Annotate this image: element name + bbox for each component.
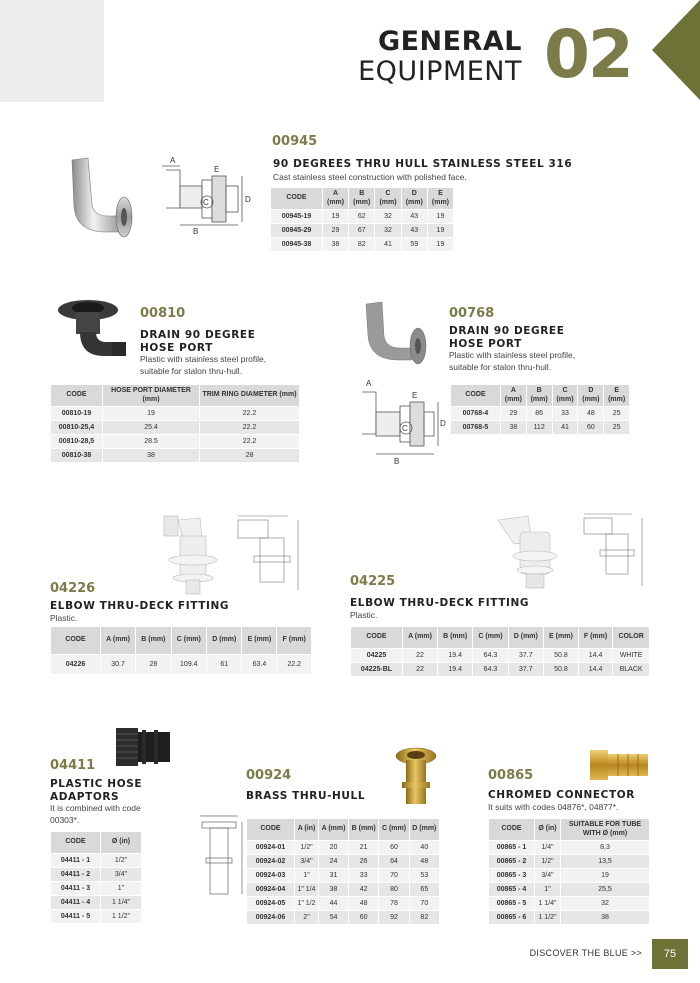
cell: 00865 - 1 xyxy=(489,841,535,855)
cell: 92 xyxy=(379,911,409,925)
cell: 19 xyxy=(427,224,453,238)
cell: 00945-19 xyxy=(271,210,323,224)
elbow-thru-deck-photo xyxy=(150,510,310,602)
cell: 19.4 xyxy=(438,649,473,663)
cell: 00810-38 xyxy=(51,449,103,463)
cell: 1/2" xyxy=(101,854,142,868)
table-row xyxy=(271,224,454,238)
cell: 37.7 xyxy=(508,663,543,677)
cell: 33 xyxy=(552,407,578,421)
table-row xyxy=(351,649,650,663)
cell: 64.3 xyxy=(473,663,508,677)
product-code: 00810 xyxy=(140,306,186,321)
cell: 82 xyxy=(349,238,375,252)
product-description-line: Plastic with stainless steel profile, xyxy=(449,350,576,360)
cell: 19 xyxy=(103,407,200,421)
cell: 1 1/4" xyxy=(101,896,142,910)
cell: 28 xyxy=(136,655,171,675)
brass-thru-hull-photo xyxy=(392,744,442,810)
cell: 41 xyxy=(552,421,578,435)
cell: 00924-01 xyxy=(247,841,295,855)
table-row xyxy=(51,882,142,896)
cell: 24 xyxy=(319,855,349,869)
table-row xyxy=(51,868,142,882)
product-description-line: suitable for stalon thru-hull. xyxy=(449,361,552,372)
corner-block xyxy=(0,0,104,102)
cell: 1/2" xyxy=(535,855,561,869)
footer-tagline: DISCOVER THE BLUE >> xyxy=(529,948,642,958)
cell: 19 xyxy=(427,210,453,224)
cell: 3/4" xyxy=(535,869,561,883)
table-row xyxy=(489,883,650,897)
cell: 50.8 xyxy=(543,663,578,677)
product-code: 00768 xyxy=(449,306,495,321)
cell: 38 xyxy=(103,449,200,463)
svg-text:C: C xyxy=(203,198,209,207)
product-title-line: DRAIN 90 DEGREE xyxy=(449,325,565,337)
svg-text:E: E xyxy=(412,391,418,400)
cell: 59 xyxy=(401,238,427,252)
table-row xyxy=(247,883,440,897)
product-description xyxy=(140,354,266,378)
cell: 1" 1/4 xyxy=(295,883,319,897)
cell: 1/2" xyxy=(295,841,319,855)
col-header: D (mm) xyxy=(409,819,439,841)
cell: 8,3 xyxy=(561,841,650,855)
drain-hose-port-photo xyxy=(52,298,132,370)
table-row xyxy=(51,854,142,868)
col-header: D (mm) xyxy=(207,627,242,655)
col-header: SUITABLE FOR TUBE WITH Ø (mm) xyxy=(561,819,650,841)
cell: 70 xyxy=(409,897,439,911)
table-row xyxy=(51,910,142,924)
brass-thru-hull-diagram xyxy=(196,808,246,908)
cell: 1/4" xyxy=(535,841,561,855)
cell: 14.4 xyxy=(578,663,612,677)
cell: 48 xyxy=(409,855,439,869)
product-title-line: ADAPTORS xyxy=(50,791,120,804)
cell: 00924-05 xyxy=(247,897,295,911)
product-title-line: DRAIN 90 DEGREE xyxy=(140,329,256,341)
cell: 04411 - 4 xyxy=(51,896,101,910)
page-number: 75 xyxy=(652,939,688,969)
col-header: C (mm) xyxy=(379,819,409,841)
cell: 00924-06 xyxy=(247,911,295,925)
cell: 22.2 xyxy=(200,421,300,435)
cell: 30.7 xyxy=(101,655,136,675)
cell: 19 xyxy=(561,869,650,883)
cell: 00810-25,4 xyxy=(51,421,103,435)
product-description-line: It is combined with code xyxy=(50,803,141,813)
cell: 3/4" xyxy=(101,868,142,882)
product-description-line: Plastic with stainless steel profile, xyxy=(140,354,267,364)
spec-table-04225 xyxy=(350,626,650,677)
spec-table-00768 xyxy=(450,384,630,435)
cell: 112 xyxy=(526,421,552,435)
cell: 1 1/2" xyxy=(535,911,561,925)
cell: 19 xyxy=(323,210,349,224)
cell: 50.8 xyxy=(543,649,578,663)
product-description-line: suitable for stalon thru-hull. xyxy=(140,365,243,376)
cell: 32 xyxy=(561,897,650,911)
cell: 19 xyxy=(427,238,453,252)
col-header: A (mm) xyxy=(403,627,438,649)
cell: 00924-03 xyxy=(247,869,295,883)
product-description xyxy=(449,350,575,374)
svg-text:E: E xyxy=(214,165,220,174)
cell: 04411 - 1 xyxy=(51,854,101,868)
table-row xyxy=(51,896,142,910)
cell: 29 xyxy=(501,407,527,421)
cell: 00810-28,5 xyxy=(51,435,103,449)
col-header: B (mm) xyxy=(349,188,375,210)
table-row xyxy=(489,855,650,869)
cell: 28 xyxy=(200,449,300,463)
cell: 37.7 xyxy=(508,649,543,663)
cell: 60 xyxy=(349,911,379,925)
col-header: B (mm) xyxy=(136,627,171,655)
table-row xyxy=(247,911,440,925)
product-title-line: HOSE PORT xyxy=(140,342,213,355)
product-title: CHROMED CONNECTOR xyxy=(488,789,635,801)
col-header: CODE xyxy=(51,832,101,854)
spec-table-00924 xyxy=(246,818,440,925)
cell: 25.4 xyxy=(103,421,200,435)
cell: 86 xyxy=(526,407,552,421)
product-title: BRASS THRU-HULL xyxy=(246,790,366,802)
drain-hose-port-grey-photo xyxy=(360,296,450,368)
spec-table-00810 xyxy=(50,384,300,463)
product-title: 90 DEGREES THRU HULL STAINLESS STEEL 316 xyxy=(273,158,573,170)
cell: 64 xyxy=(379,855,409,869)
cell: 04225 xyxy=(351,649,403,663)
table-row xyxy=(271,210,454,224)
cell: 25 xyxy=(604,407,630,421)
cell: 14.4 xyxy=(578,649,612,663)
cell: 22.2 xyxy=(277,655,312,675)
table-row xyxy=(489,911,650,925)
product-title xyxy=(449,325,564,351)
product-title-line: PLASTIC HOSE xyxy=(50,778,143,790)
table-row xyxy=(51,421,300,435)
product-code: 04411 xyxy=(50,758,96,773)
col-header: Ø (in) xyxy=(101,832,142,854)
svg-text:D: D xyxy=(440,419,446,428)
cell: 04411 - 2 xyxy=(51,868,101,882)
cell: 13,5 xyxy=(561,855,650,869)
cell: 61 xyxy=(207,655,242,675)
svg-text:D: D xyxy=(245,195,251,204)
cell: 1" 1/2 xyxy=(295,897,319,911)
col-header: C (mm) xyxy=(171,627,206,655)
col-header: Ø (in) xyxy=(535,819,561,841)
cell: 00865 - 5 xyxy=(489,897,535,911)
section-arrow-icon xyxy=(652,0,700,100)
product-description: Cast stainless steel construction with polished face. xyxy=(273,172,467,182)
col-header: C (mm) xyxy=(473,627,508,649)
cell: 00865 - 6 xyxy=(489,911,535,925)
col-header: E (mm) xyxy=(242,627,277,655)
cell: 00924-02 xyxy=(247,855,295,869)
spec-table-00945 xyxy=(270,187,454,252)
col-header: A (in) xyxy=(295,819,319,841)
product-title-line: HOSE PORT xyxy=(449,338,522,351)
col-header: A (mm) xyxy=(101,627,136,655)
product-code: 00945 xyxy=(272,134,318,149)
cell: 109.4 xyxy=(171,655,206,675)
table-row xyxy=(489,841,650,855)
cell: 22.2 xyxy=(200,435,300,449)
spec-table-04411 xyxy=(50,831,142,924)
cell: 1 1/4" xyxy=(535,897,561,911)
col-header: F (mm) xyxy=(277,627,312,655)
col-header: A (mm) xyxy=(501,385,527,407)
cell: 00865 - 4 xyxy=(489,883,535,897)
product-description: Plastic. xyxy=(350,610,378,620)
product-title xyxy=(50,778,142,804)
col-header: E (mm) xyxy=(427,188,453,210)
table-row xyxy=(271,238,454,252)
product-code: 00865 xyxy=(488,768,534,783)
product-code: 00924 xyxy=(246,768,292,783)
cell: 00810-19 xyxy=(51,407,103,421)
product-description-line: 00303*. xyxy=(50,814,80,825)
cell: 22 xyxy=(403,663,438,677)
product-title: ELBOW THRU-DECK FITTING xyxy=(50,600,230,612)
cell: 40 xyxy=(409,841,439,855)
table-row xyxy=(51,449,300,463)
cell: 62 xyxy=(349,210,375,224)
cell: 38 xyxy=(561,911,650,925)
cell: 65 xyxy=(409,883,439,897)
cell: 1" xyxy=(535,883,561,897)
table-row xyxy=(247,841,440,855)
cell: 25,5 xyxy=(561,883,650,897)
table-row xyxy=(489,897,650,911)
table-row xyxy=(51,655,312,675)
table-row xyxy=(247,869,440,883)
cell: 48 xyxy=(578,407,604,421)
cell: 43 xyxy=(401,210,427,224)
col-header: F (mm) xyxy=(578,627,612,649)
product-title: ELBOW THRU-DECK FITTING xyxy=(350,597,530,609)
cell: 00865 - 2 xyxy=(489,855,535,869)
cell: 38 xyxy=(323,238,349,252)
product-code: 04225 xyxy=(350,574,396,589)
product-description xyxy=(50,803,141,827)
spec-table-00865 xyxy=(488,818,650,925)
svg-text:B: B xyxy=(193,227,199,236)
cell: 00945-29 xyxy=(271,224,323,238)
cell: 04411 - 3 xyxy=(51,882,101,896)
cell: 43 xyxy=(401,224,427,238)
cell: 00768-5 xyxy=(451,421,501,435)
col-header: CODE xyxy=(451,385,501,407)
cell: 32 xyxy=(375,224,401,238)
stainless-thru-hull-photo xyxy=(62,150,262,240)
cell: 38 xyxy=(319,883,349,897)
section-number: 02 xyxy=(544,16,632,93)
page-title-line1: GENERAL xyxy=(377,26,522,57)
cell: 82 xyxy=(409,911,439,925)
table-row xyxy=(51,435,300,449)
cell: 32 xyxy=(375,210,401,224)
col-header: CODE xyxy=(351,627,403,649)
cell: 29 xyxy=(323,224,349,238)
cell: 26 xyxy=(349,855,379,869)
table-row xyxy=(489,869,650,883)
cell: 1" xyxy=(101,882,142,896)
col-header: CODE xyxy=(247,819,295,841)
cell: 60 xyxy=(379,841,409,855)
cell: 22.2 xyxy=(200,407,300,421)
product-title xyxy=(140,329,255,355)
product-description: Plastic. xyxy=(50,613,78,623)
svg-text:C: C xyxy=(402,424,408,433)
col-header: D (mm) xyxy=(578,385,604,407)
product-description: It suits with codes 04876*, 04877*. xyxy=(488,802,619,812)
table-row xyxy=(51,407,300,421)
cell: 04225-BL xyxy=(351,663,403,677)
col-header: CODE xyxy=(271,188,323,210)
cell: 28.5 xyxy=(103,435,200,449)
cell: 42 xyxy=(349,883,379,897)
cell: 21 xyxy=(349,841,379,855)
cell: 67 xyxy=(349,224,375,238)
cell: 48 xyxy=(349,897,379,911)
svg-text:B: B xyxy=(394,457,400,466)
drain-hose-port-diagram xyxy=(356,376,448,468)
cell: 63.4 xyxy=(242,655,277,675)
cell: 78 xyxy=(379,897,409,911)
cell: 1" xyxy=(295,869,319,883)
col-header: CODE xyxy=(51,385,103,407)
cell: BLACK xyxy=(613,663,650,677)
cell: 1 1/2" xyxy=(101,910,142,924)
col-header: A (mm) xyxy=(319,819,349,841)
page-title-line2: EQUIPMENT xyxy=(358,56,522,87)
col-header: B (mm) xyxy=(438,627,473,649)
col-header: D (mm) xyxy=(401,188,427,210)
cell: 33 xyxy=(349,869,379,883)
product-code: 04226 xyxy=(50,581,96,596)
table-row xyxy=(247,897,440,911)
cell: 00945-38 xyxy=(271,238,323,252)
plastic-hose-adaptor-photo xyxy=(112,720,178,776)
table-row xyxy=(247,855,440,869)
cell: 3/4" xyxy=(295,855,319,869)
col-header: CODE xyxy=(489,819,535,841)
cell: 44 xyxy=(319,897,349,911)
chromed-connector-photo xyxy=(586,744,652,786)
cell: 20 xyxy=(319,841,349,855)
col-header: D (mm) xyxy=(508,627,543,649)
table-row xyxy=(451,421,630,435)
col-header: C (mm) xyxy=(552,385,578,407)
cell: 22 xyxy=(403,649,438,663)
table-row xyxy=(451,407,630,421)
col-header: C (mm) xyxy=(375,188,401,210)
cell: 80 xyxy=(379,883,409,897)
cell: 2" xyxy=(295,911,319,925)
cell: 04226 xyxy=(51,655,101,675)
cell: 70 xyxy=(379,869,409,883)
spec-table-04226 xyxy=(50,626,312,675)
col-header: B (mm) xyxy=(526,385,552,407)
col-header: CODE xyxy=(51,627,101,655)
cell: 53 xyxy=(409,869,439,883)
cell: 60 xyxy=(578,421,604,435)
col-header: COLOR xyxy=(613,627,650,649)
svg-text:A: A xyxy=(170,156,176,165)
col-header: TRIM RING DIAMETER (mm) xyxy=(200,385,300,407)
cell: 00768-4 xyxy=(451,407,501,421)
cell: 19.4 xyxy=(438,663,473,677)
cell: WHITE xyxy=(613,649,650,663)
col-header: HOSE PORT DIAMETER (mm) xyxy=(103,385,200,407)
cell: 38 xyxy=(501,421,527,435)
page-title xyxy=(358,28,522,85)
cell: 04411 - 5 xyxy=(51,910,101,924)
cell: 00865 - 3 xyxy=(489,869,535,883)
table-row xyxy=(351,663,650,677)
col-header: E (mm) xyxy=(604,385,630,407)
col-header: A (mm) xyxy=(323,188,349,210)
cell: 31 xyxy=(319,869,349,883)
cell: 41 xyxy=(375,238,401,252)
cell: 54 xyxy=(319,911,349,925)
cell: 00924-04 xyxy=(247,883,295,897)
cell: 64.3 xyxy=(473,649,508,663)
col-header: E (mm) xyxy=(543,627,578,649)
col-header: B (mm) xyxy=(349,819,379,841)
cell: 25 xyxy=(604,421,630,435)
elbow-thru-deck-white-photo xyxy=(492,508,652,600)
svg-text:A: A xyxy=(366,379,372,388)
